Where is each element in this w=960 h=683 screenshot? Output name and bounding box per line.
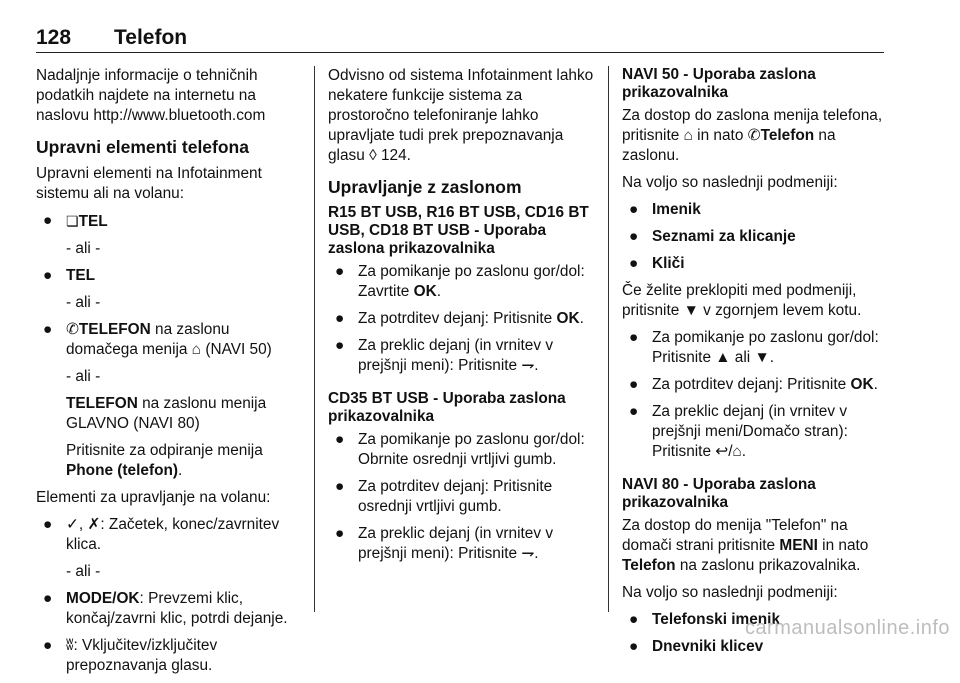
home-icon: ⌂	[191, 341, 202, 358]
item-text: .	[741, 443, 747, 460]
control-label: OK	[556, 310, 580, 327]
bullet-icon: ●	[629, 611, 639, 628]
page-number: 128	[36, 26, 72, 49]
control-label: OK	[413, 283, 437, 300]
item-text: Za potrditev dejanj: Pritisnite osrednji vrtljivi gumb.	[358, 478, 553, 515]
list-item	[622, 254, 890, 274]
item-text: .	[436, 283, 441, 300]
item-text: na zaslonu domačega menija	[66, 321, 230, 358]
list-item	[622, 328, 890, 368]
item-text: Če želite preklopiti med podmeniji, pritisnite	[622, 282, 857, 319]
page-title: Telefon	[114, 26, 188, 49]
home-icon: ⌂	[732, 443, 742, 460]
control-label: Telefon	[760, 127, 815, 144]
list-item	[328, 262, 600, 302]
tel-button-icon: ❏	[66, 213, 79, 229]
paragraph	[328, 66, 600, 166]
bullet-icon: ●	[629, 228, 639, 245]
bullet-icon: ●	[335, 310, 345, 327]
list-item	[328, 430, 600, 470]
call-icon: ✓	[66, 516, 79, 533]
phone-icon: ✆	[66, 321, 79, 338]
item-text: Za pomikanje po zaslonu gor/dol: Zavrtite	[358, 263, 585, 300]
back-icon: ⇁	[521, 545, 535, 562]
separator: ,	[78, 516, 88, 533]
column-2	[328, 66, 600, 571]
item-text: ali	[730, 349, 755, 366]
bullet-list	[36, 211, 304, 481]
voice-icon: ʬ	[66, 637, 74, 654]
bullet-list	[622, 328, 890, 462]
list-item	[328, 336, 600, 376]
item-text: .	[178, 462, 183, 479]
item-text: .	[534, 545, 539, 562]
submenu-label: Telefonski imenik	[652, 611, 781, 628]
list-item	[622, 227, 890, 247]
paragraph	[622, 281, 890, 321]
sub-paragraph	[36, 441, 304, 481]
item-text: : Vključitev/izključitev prepoznavanja glasu.	[66, 637, 218, 674]
or-separator: - ali -	[66, 563, 101, 580]
back-icon: ⇁	[521, 357, 535, 374]
item-text: (NAVI 50)	[201, 341, 272, 358]
list-item	[328, 477, 600, 517]
control-label: OK	[850, 376, 874, 393]
paragraph: Na voljo so naslednji podmeniji:	[622, 174, 838, 191]
paragraph: Na voljo so naslednji podmeniji:	[622, 584, 838, 601]
subsection-heading: NAVI 50 - Uporaba zaslona prikazovalnika	[622, 66, 816, 101]
sub-paragraph	[36, 394, 304, 434]
down-arrow-icon: ▼	[754, 349, 770, 366]
hangup-icon: ✗	[87, 516, 101, 533]
bullet-icon: ●	[43, 267, 53, 284]
bullet-icon: ●	[335, 431, 345, 448]
control-label: Phone (telefon)	[66, 462, 179, 479]
list-item	[36, 515, 304, 555]
item-text: : Prevzemi klic, končaj/zavrni klic, potrdi dejanje.	[66, 590, 288, 627]
bullet-icon: ●	[629, 638, 639, 655]
up-arrow-icon: ▲	[715, 349, 731, 366]
bullet-icon: ●	[629, 376, 639, 393]
or-separator: - ali -	[66, 294, 101, 311]
control-label: TEL	[78, 213, 108, 230]
subsection-heading: R15 BT USB, R16 BT USB, CD16 BT USB, CD18 BT USB - Uporaba zaslona prikazovalnika	[328, 204, 589, 257]
item-text: Za pomikanje po zaslonu gor/dol: Pritisnite	[652, 329, 879, 366]
subsection-heading: CD35 BT USB - Uporaba zaslona prikazovalnika	[328, 390, 566, 425]
bullet-icon: ●	[335, 525, 345, 542]
list-item	[622, 200, 890, 220]
down-arrow-icon: ▼	[683, 302, 699, 319]
bullet-icon: ●	[335, 263, 345, 280]
column-divider	[608, 66, 609, 612]
separator: /	[728, 443, 733, 460]
paragraph: Elementi za upravljanje na volanu:	[36, 489, 271, 506]
subsection-heading: NAVI 80 - Uporaba zaslona prikazovalnika	[622, 476, 816, 511]
home-icon: ⌂	[683, 127, 693, 144]
item-text: Za potrditev dejanj: Pritisnite	[358, 310, 557, 327]
item-text: Za potrditev dejanj: Pritisnite	[652, 376, 851, 393]
watermark: carmanualsonline.info	[744, 617, 950, 639]
submenu-label: Dnevniki klicev	[652, 638, 764, 655]
paragraph	[622, 106, 890, 166]
bullet-icon: ●	[43, 516, 53, 533]
list-item	[36, 320, 304, 360]
bullet-icon: ●	[335, 478, 345, 495]
list-item	[622, 637, 890, 657]
item-text: na zaslonu prikazovalnika.	[675, 557, 861, 574]
item-text: .	[769, 349, 774, 366]
control-label: MENI	[779, 537, 818, 554]
bullet-list	[328, 430, 600, 564]
bullet-list	[36, 515, 304, 676]
bullet-icon: ●	[335, 337, 345, 354]
item-text: .	[534, 357, 539, 374]
control-label: TELEFON	[78, 321, 151, 338]
bullet-icon: ●	[43, 637, 53, 654]
control-label: MODE/OK	[66, 590, 140, 607]
list-item	[622, 402, 890, 462]
item-text: .	[579, 310, 584, 327]
control-label: Telefon	[622, 557, 676, 574]
item-text: 124.	[376, 147, 411, 164]
column-1	[36, 66, 304, 683]
control-label: TELEFON	[66, 395, 138, 412]
list-item	[36, 589, 304, 629]
section-heading: Upravljanje z zaslonom	[328, 177, 522, 197]
item-text: in nato	[692, 127, 748, 144]
phone-icon: ✆	[747, 127, 761, 144]
bullet-icon: ●	[629, 255, 639, 272]
list-item	[36, 636, 304, 676]
list-item	[328, 309, 600, 329]
column-divider	[314, 66, 315, 612]
bullet-icon: ●	[43, 212, 53, 229]
bullet-list	[622, 200, 890, 274]
bullet-icon: ●	[629, 329, 639, 346]
bullet-icon: ●	[43, 321, 53, 338]
bullet-icon: ●	[43, 590, 53, 607]
item-text: Odvisno od sistema Infotainment lahko nekatere funkcije sistema za prostoročno telefoniranje lahko upravljate tudi prek prepoznavanja glasu	[328, 67, 594, 164]
item-text: Za preklic dejanj (in vrnitev v prejšnji meni): Pritisnite	[358, 337, 554, 374]
item-text: Za dostop do menija "Telefon" na domači strani pritisnite	[622, 517, 848, 554]
item-text: : Začetek, konec/zavrnitev klica.	[66, 516, 280, 553]
item-text: na zaslonu menija GLAVNO (NAVI 80)	[66, 395, 267, 432]
submenu-label: Seznami za klicanje	[652, 228, 796, 245]
item-text: .	[873, 376, 878, 393]
or-separator: - ali -	[66, 368, 101, 385]
item-text: Za preklic dejanj (in vrnitev v prejšnji meni): Pritisnite	[358, 525, 554, 562]
paragraph	[622, 516, 890, 576]
paragraph: Upravni elementi na Infotainment sistemu ali na volanu:	[36, 165, 262, 202]
back-arrow-icon: ↩	[715, 443, 729, 460]
intro-text: Nadaljnje informacije o tehničnih podatkih najdete na internetu na naslovu http://www.bluetooth.com	[36, 67, 266, 124]
item-text: na zaslonu.	[622, 127, 836, 164]
list-item	[622, 375, 890, 395]
item-text: in nato	[817, 537, 869, 554]
or-separator: - ali -	[66, 240, 101, 257]
bullet-icon: ●	[629, 201, 639, 218]
bullet-list	[328, 262, 600, 376]
item-text: Pritisnite za odpiranje menija	[66, 442, 263, 459]
item-text: Za pomikanje po zaslonu gor/dol: Obrnite osrednji vrtljivi gumb.	[358, 431, 585, 468]
section-heading: Upravni elementi telefona	[36, 137, 249, 157]
column-3	[622, 66, 890, 664]
submenu-label: Kliči	[652, 255, 685, 272]
page-header	[36, 26, 884, 53]
reference-icon: ◊	[369, 147, 377, 164]
item-text: Za preklic dejanj (in vrnitev v prejšnji meni/Domačo stran): Pritisnite	[652, 403, 848, 460]
bullet-icon: ●	[629, 403, 639, 420]
list-item	[36, 266, 304, 286]
item-text: Za dostop do zaslona menija telefona, pritisnite	[622, 107, 883, 144]
item-text: v zgornjem levem kotu.	[698, 302, 862, 319]
control-label: TEL	[66, 267, 96, 284]
list-item	[36, 211, 304, 232]
submenu-label: Imenik	[652, 201, 701, 218]
list-item	[328, 524, 600, 564]
